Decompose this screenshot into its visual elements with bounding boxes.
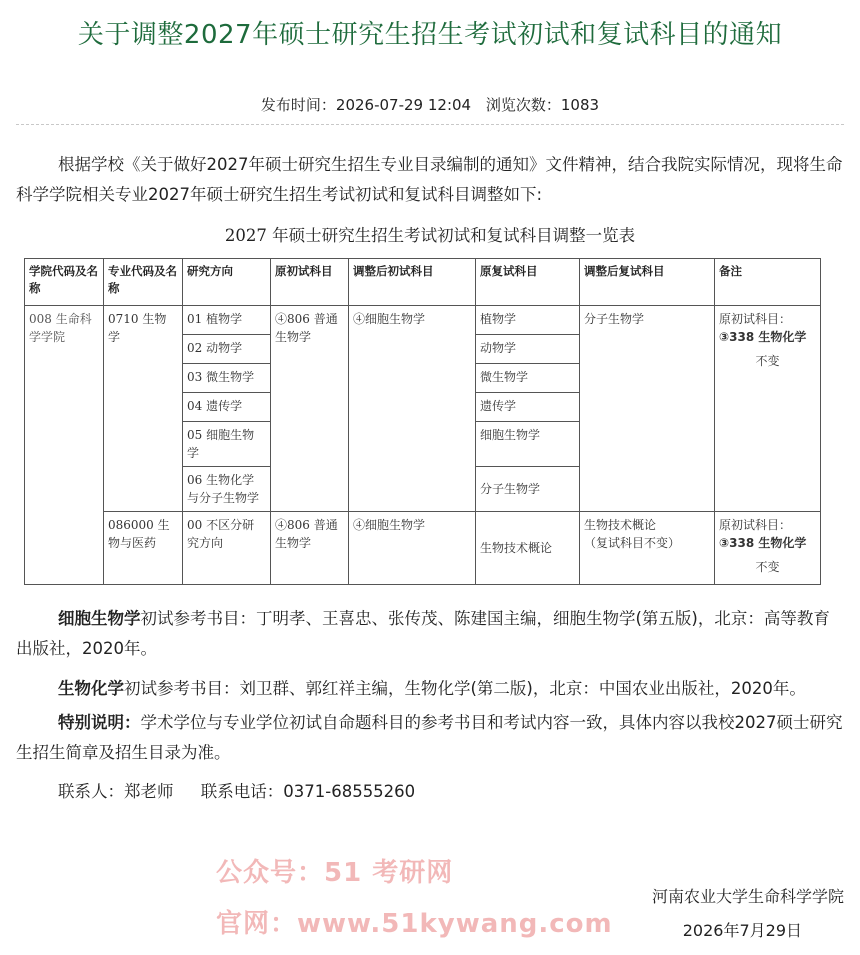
contact-person: 联系人：郑老师: [58, 782, 174, 801]
header-cell: 原复试科目: [476, 259, 580, 306]
header-cell: 备注: [715, 259, 821, 306]
header-cell: 研究方向: [183, 259, 271, 306]
remark-line: 原初试科目：: [719, 518, 792, 532]
new-retest-cell: [580, 512, 715, 585]
adjustment-table: [24, 258, 821, 585]
orig-retest-cell: 遗传学: [476, 393, 580, 422]
major-cell: 086000 生物与医药: [104, 512, 183, 585]
divider: [16, 124, 844, 125]
orig-retest-cell: 动物学: [476, 335, 580, 364]
college-cell: 008 生命科学学院: [25, 306, 104, 585]
new-exam-cell: ④细胞生物学: [349, 306, 476, 512]
direction-cell: 00 不区分研究方向: [183, 512, 271, 585]
remark-line: 不变: [755, 354, 780, 368]
table-header-row: [25, 259, 821, 306]
direction-cell: 03 微生物学: [183, 364, 271, 393]
direction-cell: 05 细胞生物学: [183, 422, 271, 467]
ref-text: 初试参考书目：刘卫群、郭红祥主编，生物化学(第二版)，北京：中国农业出版社，2020年。: [124, 679, 806, 698]
ref-text: 初试参考书目：丁明孝、王喜忠、张传茂、陈建国主编，细胞生物学(第五版)，北京：高等教育出版社，2020年。: [16, 609, 830, 658]
header-cell: 原初试科目: [271, 259, 349, 306]
orig-exam-cell: ④806 普通生物学: [271, 512, 349, 585]
direction-cell: 02 动物学: [183, 335, 271, 364]
remark-line: 原初试科目：: [719, 312, 792, 326]
orig-retest-cell: 分子生物学: [476, 467, 580, 512]
page-title: 关于调整2027年硕士研究生招生考试初试和复试科目的通知: [77, 20, 783, 50]
direction-cell: 06 生物化学与分子生物学: [183, 467, 271, 512]
ref-subject: 生物化学: [58, 679, 124, 698]
major-cell: 0710 生物学: [104, 306, 183, 512]
publish-meta: [0, 94, 860, 115]
orig-exam-cell: ④806 普通生物学: [271, 306, 349, 512]
signature: 河南农业大学生命科学学院: [651, 887, 844, 906]
table-caption: 2027 年硕士研究生招生考试初试和复试科目调整一览表: [224, 226, 636, 245]
remark-cell: [715, 512, 821, 585]
contact-info: [58, 778, 437, 802]
orig-retest-cell: 微生物学: [476, 364, 580, 393]
note-text: 学术学位与专业学位初试自命题科目的参考书目和考试内容一致，具体内容以我校2027硕士研究生招生简章及招生目录为准。: [16, 713, 843, 762]
intro-paragraph: 根据学校《关于做好2027年硕士研究生招生专业目录编制的通知》文件精神，结合我院实际情况，现将生命科学学院相关专业2027年硕士研究生招生考试初试和复试科目调整如下:: [16, 155, 843, 204]
orig-retest-cell: 植物学: [476, 306, 580, 335]
table-row: [25, 306, 821, 335]
ref-book-cell-biology: [16, 604, 846, 664]
special-note: [16, 708, 846, 768]
orig-retest-cell: 细胞生物学: [476, 422, 580, 467]
new-retest-line: 生物技术概论: [584, 518, 657, 532]
header-cell: 调整后复试科目: [580, 259, 715, 306]
issue-date: 2026年7月29日: [682, 921, 802, 940]
publish-time: 发布时间：2026-07-29 12:04: [260, 96, 472, 114]
ref-book-biochemistry: [16, 674, 846, 704]
new-retest-line: （复试科目不变）: [584, 536, 681, 550]
remark-line: 不变: [755, 560, 780, 574]
orig-retest-cell: 生物技术概论: [476, 512, 580, 585]
note-label: 特别说明：: [58, 713, 141, 732]
contact-phone: 联系电话：0371-68555260: [200, 782, 416, 801]
remark-line: ③338 生物化学: [719, 330, 807, 344]
remark-line: ③338 生物化学: [719, 536, 807, 550]
ref-subject: 细胞生物学: [58, 609, 141, 628]
view-count: 浏览次数：1083: [485, 96, 600, 114]
watermark-wechat: 公众号：51 考研网: [216, 858, 454, 888]
new-exam-cell: ④细胞生物学: [349, 512, 476, 585]
header-cell: 调整后初试科目: [349, 259, 476, 306]
header-cell: 学院代码及名称: [25, 259, 104, 306]
direction-cell: 01 植物学: [183, 306, 271, 335]
table-row: [25, 512, 821, 585]
watermark-website: 官网：www.51kywang.com: [216, 909, 613, 939]
header-cell: 专业代码及名称: [104, 259, 183, 306]
remark-cell: [715, 306, 821, 512]
direction-cell: 04 遗传学: [183, 393, 271, 422]
new-retest-cell: 分子生物学: [580, 306, 715, 512]
